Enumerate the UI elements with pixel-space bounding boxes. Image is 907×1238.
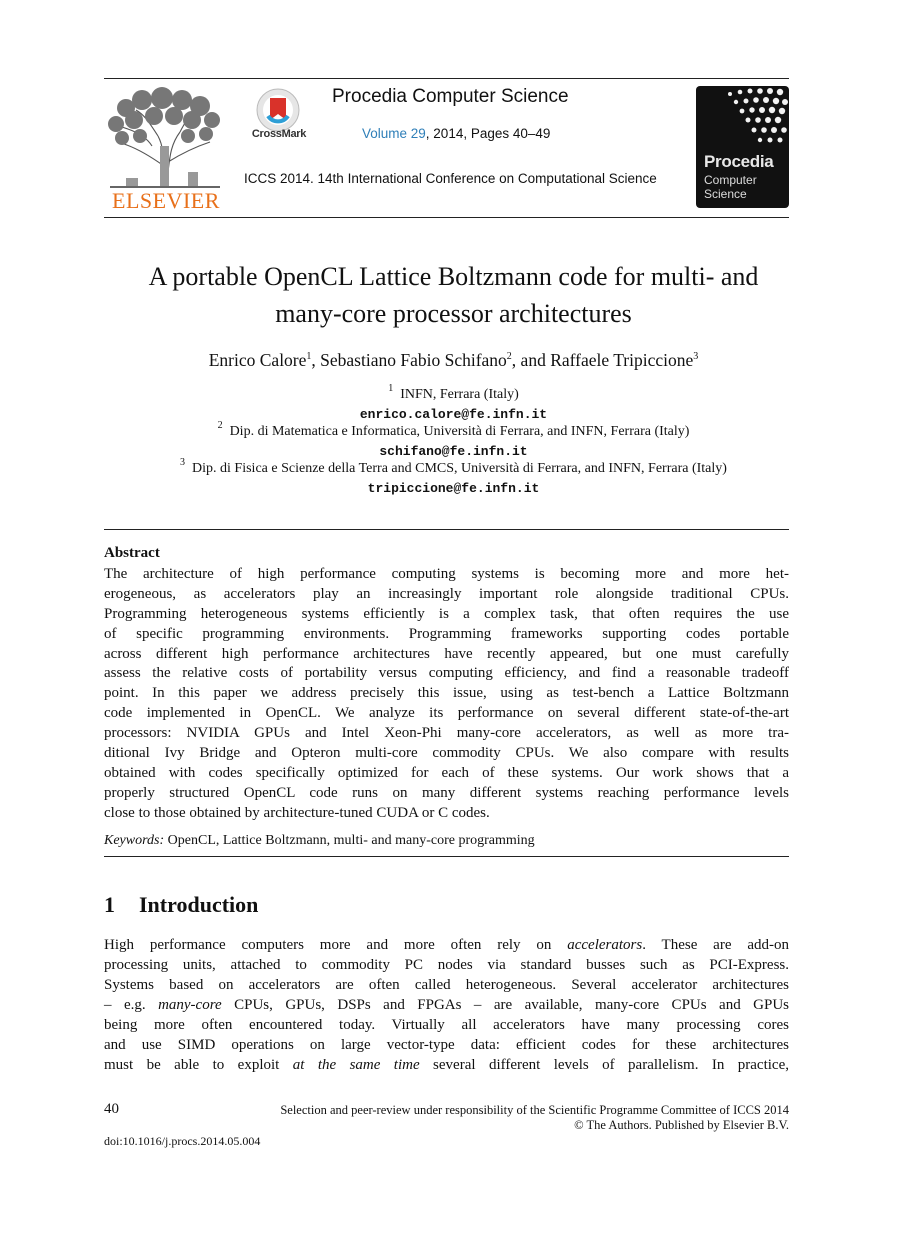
email-link[interactable]: enrico.calore@fe.infn.it	[359, 407, 548, 422]
body-text: – e.g.	[104, 997, 159, 1013]
footer-copyright: © The Authors. Published by Elsevier B.V.	[574, 1118, 789, 1132]
journal-name[interactable]: Procedia Computer Science	[332, 86, 569, 107]
abstract-line: across different high performance architectures have recently appeared, but one must carefully	[104, 646, 789, 662]
conference-line: ICCS 2014. 14th International Conference on Computational Science	[244, 171, 657, 186]
body-text: several different levels of parallelism. In practice,	[419, 1057, 789, 1073]
author-sup: 3	[693, 351, 699, 362]
affiliation-text: Dip. di Fisica e Scienze della Terra and CMCS, Università di Ferrara, and INFN, Ferrara (Italy)	[192, 461, 727, 476]
intro-line	[104, 976, 789, 996]
intro-line	[104, 936, 789, 956]
body-text: CPUs, GPUs, DSPs and FPGAs – are available, many-core CPUs and GPUs	[221, 997, 789, 1013]
paper-title-line2: many-core processor architectures	[275, 299, 632, 328]
procedia-logo-sub1: Computer	[704, 173, 757, 187]
keywords-line	[104, 833, 535, 849]
abstract-line: The architecture of high performance computing systems is becoming more and more het-	[104, 566, 789, 582]
elsevier-wordmark: ELSEVIER	[112, 188, 220, 213]
author-name: Raffaele Tripiccione	[550, 350, 694, 370]
keywords-label: Keywords:	[104, 833, 165, 848]
body-text: High performance computers more and more often rely on	[104, 937, 568, 953]
abstract-line: point. In this paper we address precisely this issue, using as test-bench a Lattice Boltzmann	[104, 685, 789, 701]
volume-pages: , 2014, Pages 40–49	[425, 126, 551, 141]
section-title: Introduction	[139, 892, 259, 917]
author-name: Sebastiano Fabio Schifano	[320, 350, 507, 370]
abstract-line: erogeneous, as accelerators play an increasingly important role alongside traditional CPUs.	[104, 586, 789, 602]
abstract-heading: Abstract	[104, 545, 160, 561]
body-text: being more often encountered today. Virtually all accelerators have many processing cores	[104, 1017, 789, 1033]
author-list	[0, 350, 907, 371]
affiliation-text: INFN, Ferrara (Italy)	[400, 387, 519, 402]
body-text: and use SIMD operations on large vector-type data: efficient codes for these architectures	[104, 1037, 789, 1053]
author-separator: , and	[511, 350, 551, 370]
emphasis-text: many-core	[158, 997, 222, 1013]
emphasis-text: at the same time	[292, 1057, 420, 1073]
page-number: 40	[104, 1101, 119, 1117]
intro-line	[104, 956, 789, 976]
author-name: Enrico Calore	[208, 350, 307, 370]
abstract-line: code implemented in OpenCL. We analyze its performance on several different state-of-the-art	[104, 705, 789, 721]
abstract-line: processors: NVIDIA GPUs and Intel Xeon-Phi many-core accelerators, as well as more tra-	[104, 725, 789, 741]
abstract-bottom-rule	[104, 856, 789, 857]
affiliation-text: Dip. di Matematica e Informatica, Università di Ferrara, and INFN, Ferrara (Italy)	[229, 424, 690, 439]
author-sup: 2	[506, 351, 512, 362]
abstract-line: properly structured OpenCL code runs on many different systems reaching performance levels	[104, 785, 789, 801]
abstract-line: Programming heterogeneous systems efficiently is a complex task, that often requires the use	[104, 606, 789, 622]
intro-line	[104, 1036, 789, 1056]
procedia-dots-graphic	[696, 86, 789, 152]
intro-line	[104, 1016, 789, 1036]
header-top-rule	[104, 78, 789, 79]
header-bottom-rule	[104, 217, 789, 218]
email-link[interactable]: schifano@fe.infn.it	[379, 444, 528, 459]
section-number: 1	[104, 892, 115, 917]
volume-link[interactable]: Volume 29	[362, 126, 426, 141]
abstract-line: of specific programming environments. Programming frameworks supporting codes portable	[104, 626, 789, 642]
footer-peer-review: Selection and peer-review under responsibility of the Scientific Programme Committee of ICCS 2014	[280, 1103, 789, 1117]
body-text: Systems based on accelerators are often called heterogeneous. Several accelerator architectures	[104, 977, 789, 993]
volume-line	[362, 126, 550, 141]
emphasis-text: accelerators	[567, 937, 643, 953]
intro-line	[104, 1056, 789, 1076]
abstract-line: obtained with codes specifically optimized for each of these systems. Our work shows that a	[104, 765, 789, 781]
crossmark-label: CrossMark	[251, 128, 307, 140]
affiliation-sup: 1	[388, 383, 394, 394]
affiliation-sup: 2	[217, 420, 223, 431]
procedia-logo	[696, 86, 789, 208]
procedia-logo-sub2: Science	[704, 187, 747, 201]
body-text: processing units, attached to commodity PC nodes via standard busses such as PCI-Express.	[104, 957, 789, 973]
email-link[interactable]: tripiccione@fe.infn.it	[367, 481, 540, 496]
body-text: . These are add-on	[642, 937, 789, 953]
affiliation-1	[0, 383, 907, 403]
doi-link[interactable]: doi:10.1016/j.procs.2014.05.004	[104, 1134, 261, 1148]
abstract-line: assess the relative costs of portability versus computing efficiency, and find a reasonable tradeoff	[104, 665, 789, 681]
procedia-logo-word: Procedia	[704, 152, 774, 171]
paper-title-line1: A portable OpenCL Lattice Boltzmann code for multi- and	[148, 262, 759, 291]
abstract-line: ditional Ivy Bridge and Opteron multi-core commodity CPUs. We also compare with results	[104, 745, 789, 761]
author-separator: ,	[311, 350, 321, 370]
body-text: must be able to exploit	[104, 1057, 293, 1073]
author-sup: 1	[306, 351, 312, 362]
abstract-line: close to those obtained by architecture-tuned CUDA or C codes.	[104, 805, 490, 821]
abstract-top-rule	[104, 529, 789, 530]
affiliation-sup: 3	[180, 457, 186, 468]
affiliation-2	[0, 420, 907, 440]
keywords-text: OpenCL, Lattice Boltzmann, multi- and many-core programming	[167, 833, 535, 848]
affiliation-3	[0, 457, 907, 477]
intro-line	[104, 996, 789, 1016]
section-heading-introduction	[104, 892, 258, 918]
